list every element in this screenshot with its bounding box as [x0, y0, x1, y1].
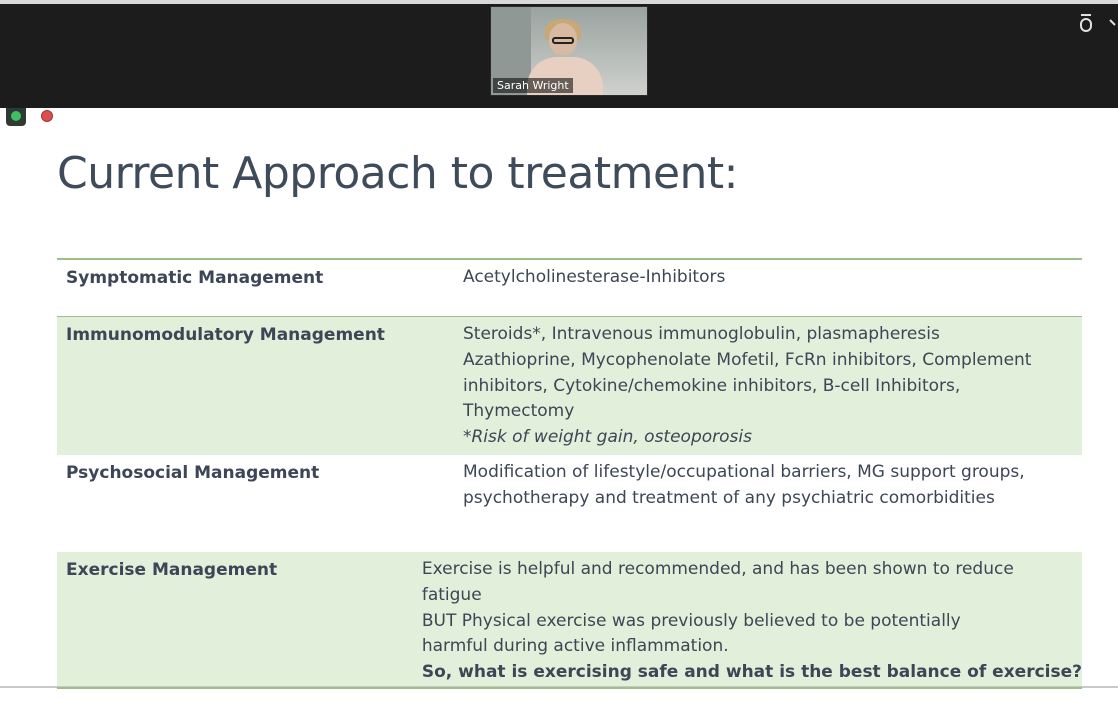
row-value-line: Acetylcholinesterase-Inhibitors	[463, 267, 726, 287]
row-value-line: Modification of lifestyle/occupational barriers, MG support groups,	[463, 462, 1025, 482]
participant-name-label: Sarah Wright	[493, 78, 573, 93]
row-label: Psychosocial Management	[66, 463, 320, 483]
row-value-line: BUT Physical exercise was previously believed to be potentially	[421, 610, 961, 631]
participant-video-tile[interactable]	[490, 6, 648, 96]
row-value	[455, 260, 1082, 316]
table-row	[57, 316, 1082, 455]
participant-glasses	[552, 37, 574, 44]
row-value-line: psychotherapy and treatment of any psychiatric comorbidities	[463, 487, 995, 508]
row-value	[455, 455, 1082, 552]
slide-title: Current Approach to treatment:	[57, 148, 738, 199]
row-value-line: inhibitors, Cytokine/chemokine inhibitors, B-cell Inhibitors,	[463, 375, 961, 396]
row-value	[414, 552, 1082, 688]
shield-check-dot	[11, 111, 21, 121]
row-label: Immunomodulatory Management	[66, 325, 385, 345]
window-edge	[0, 0, 1118, 4]
table-row	[57, 455, 1082, 552]
row-value-line: Thymectomy	[463, 401, 575, 422]
row-value-note: *Risk of weight gain, osteoporosis	[463, 427, 752, 448]
row-value-line: Azathioprine, Mycophenolate Mofetil, FcRn inhibitors, Complement	[463, 349, 1032, 370]
table-bottom-rule	[57, 687, 1082, 689]
treatment-table	[57, 258, 1082, 688]
row-value-line: fatigue	[421, 584, 482, 605]
table-row	[57, 260, 1082, 316]
row-value-line: harmful during active inflammation.	[421, 636, 729, 657]
view-options-icon[interactable]	[1076, 12, 1096, 34]
row-value-line: Steroids*, Intravenous immunoglobulin, plasmapheresis	[463, 324, 940, 344]
meeting-top-bar	[0, 0, 1118, 108]
row-value-line: Exercise is helpful and recommended, and has been shown to reduce	[421, 559, 1014, 579]
row-label: Exercise Management	[66, 560, 278, 580]
row-value	[455, 317, 1082, 455]
table-row	[57, 552, 1082, 688]
row-label: Symptomatic Management	[66, 268, 324, 288]
row-value-question: So, what is exercising safe and what is the best balance of exercise?	[421, 662, 1082, 683]
more-icon[interactable]	[1106, 12, 1118, 34]
record-icon[interactable]	[41, 110, 53, 122]
shield-check-icon[interactable]	[6, 108, 26, 126]
